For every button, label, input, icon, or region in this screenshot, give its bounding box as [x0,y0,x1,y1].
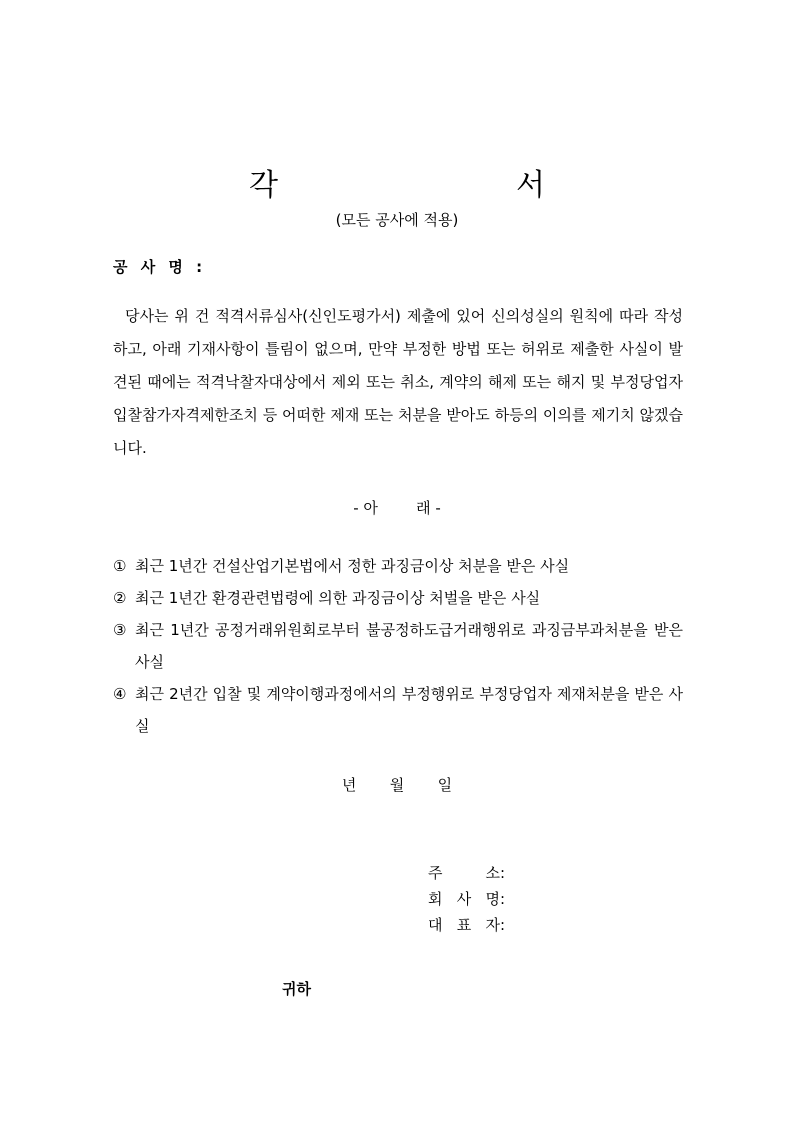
list-item [113,582,683,614]
list-item [113,550,683,582]
signature-block [428,860,510,938]
item-text: 최근 2년간 입찰 및 계약이행과정에서의 부정행위로 부정당업자 제재처분을 받은 사실 [135,685,683,735]
item-text: 최근 1년간 건설산업기본법에서 정한 과징금이상 처분을 받은 사실 [135,557,570,575]
address-colon: : [500,864,506,882]
company-row [428,886,510,912]
item-text: 최근 1년간 공정거래위원회로부터 불공정하도급거래행위로 과징금부과처분을 받은사실 [135,621,683,671]
list-item [113,678,683,742]
note-heading: - 아 래 - [353,499,441,517]
representative-label: 대 표 자 [428,916,500,934]
company-label: 회 사 명 [428,890,500,908]
item-text: 최근 1년간 환경관련법령에 의한 과징금이상 처벌을 받은 사실 [135,589,541,607]
date-line: 년 월 일 [341,776,453,794]
item-number: ④ [113,685,127,703]
addressee: 귀하 [282,980,311,998]
representative-row [428,912,510,938]
address-label: 주 소 [428,864,500,882]
address-row [428,860,510,886]
list-item [113,614,683,678]
document-subtitle: (모든 공사에 적용) [335,211,459,229]
document-title: 각 서 [248,168,546,203]
project-name-label: 공 사 명 : [113,258,207,276]
company-colon: : [500,890,506,908]
disclosure-list [113,550,683,742]
item-number: ② [113,589,127,607]
representative-colon: : [500,916,506,934]
item-number: ① [113,557,127,575]
pledge-paragraph: 당사는 위 건 적격서류심사(신인도평가서) 제출에 있어 신의성실의 원칙에 따라 작성하고, 아래 기재사항이 틀림이 없으며, 만약 부정한 방법 또는 허위로 제출한 사실이 발견된 때에는 적격낙찰자대상에서 제외 또는 취소, 계약의 해제 또는 해지 및 부정당업자 입찰참가자격제한조치 등 어떠한 제재 또는 처분을 받아도 하등의 이의를 제기치 않겠습니다. [113,307,683,457]
item-number: ③ [113,621,127,639]
